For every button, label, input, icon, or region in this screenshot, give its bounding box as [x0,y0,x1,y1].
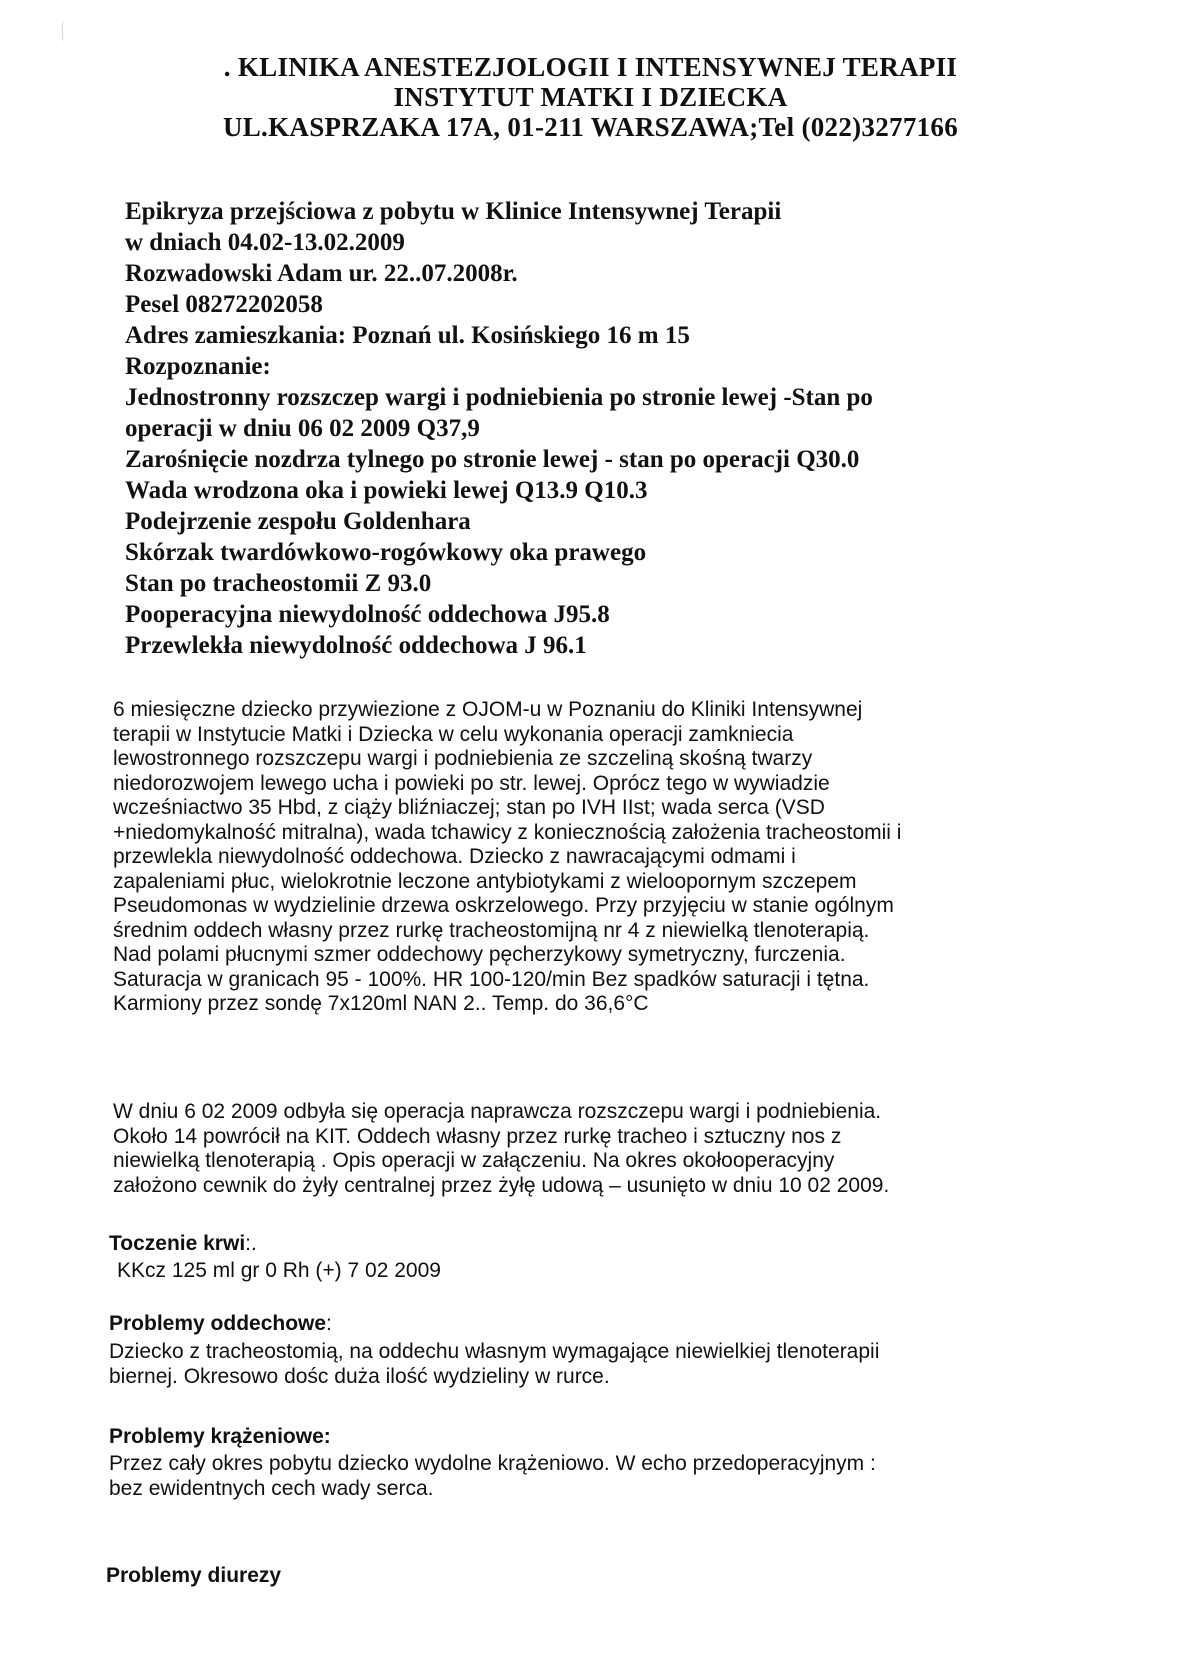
clinic-name: . KLINIKA ANESTEZJOLOGII I INTENSYWNEJ TERAPII [223,52,958,82]
operation-line: W dniu 6 02 2009 odbyła się operacja naprawcza rozszczepu wargi i podniebienia. [113,1100,882,1123]
transfusion-detail [117,1259,1137,1284]
history-line: +niedomykalność mitralna), wada tchawicy z koniecznością założenia tracheostomii i [113,820,902,844]
history-line: wcześniactwo 35 Hbd, z ciąży bliźniaczej; stan po IVH IIst; wada serca (VSD [113,796,825,819]
respiratory-title-punct: : [326,1312,332,1335]
respiratory-title [109,1312,332,1336]
history-line: Nad polami płucnymi szmer oddechowy pęcherzykowy symetryczny, furczenia. [113,943,846,966]
epicrisis-title: Epikryza przejściowa z pobytu w Klinice Intensywnej Terapii [125,198,782,225]
operation-line: Około 14 powrócił na KIT. Oddech własny przez rurkę tracheo i sztuczny nos z [113,1124,842,1148]
history-line: średnim oddech własny przez rurkę tracheostomijną nr 4 z niewielką tlenoterapią. [113,918,870,942]
transfusion-line: KKcz 125 ml gr 0 Rh (+) 7 02 2009 [117,1259,441,1282]
patient-pesel: Pesel 08272202058 [125,291,323,318]
history-line: lewostronnego rozszczepu wargi i podniebienia ze szczeliną skośną twarzy [113,747,813,770]
circulatory-line: bez ewidentnych cech wady serca. [109,1476,434,1500]
diagnosis-line: Stan po tracheostomii Z 93.0 [125,570,432,597]
stay-dates: w dniach 04.02-13.02.2009 [125,229,405,256]
history-line: 6 miesięczne dziecko przywiezione z OJOM-u w Poznaniu do Kliniki Intensywnej [113,698,863,721]
diagnosis-line: Podejrzenie zespołu Goldenhara [125,508,471,535]
diagnosis-line: Pooperacyjna niewydolność oddechowa J95.8 [125,601,610,628]
circulatory-title: Problemy krążeniowe: [109,1425,331,1448]
operation-line: założono cewnik do żyły centralnej przez żyłę udową – usunięto w dniu 10 02 2009. [113,1173,890,1197]
history-line: terapii w Instytucie Matki i Dziecka w celu wykonania operacji zamkniecia [113,722,794,746]
diagnosis-line: Jednostronny rozszczep wargi i podniebienia po stronie lewej -Stan po [125,384,873,411]
history-line: Pseudomonas w wydzielinie drzewa oskrzelowego. Przy przyjęciu w stanie ogólnym [113,894,894,917]
history-line: zapaleniami płuc, wielokrotnie leczone antybiotykami z wieloopornym szczepem [113,869,857,893]
operation-paragraph [113,1100,1133,1198]
history-line: Karmiony przez sondę 7x120ml NAN 2.. Temp. do 36,6°C [113,992,649,1015]
diagnosis-line: Skórzak twardówkowo-rogówkowy oka prawego [125,539,647,566]
transfusion-title-bold: Toczenie krwi [109,1232,246,1255]
institute-name: INSTYTUT MATKI I DZIECKA [393,82,788,112]
operation-line: niewielką tlenoterapią . Opis operacji w załączeniu. Na okres okołooperacyjny [113,1149,835,1172]
patient-name: Rozwadowski Adam ur. 22..07.2008r. [125,260,518,287]
respiratory-line: Dziecko z tracheostomią, na oddechu własnym wymagające niewielkiej tlenoterapii [109,1340,880,1363]
diagnosis-line: operacji w dniu 06 02 2009 Q37,9 [125,415,480,442]
patient-address: Adres zamieszkania: Poznań ul. Kosińskiego 16 m 15 [125,322,690,349]
diuresis-title: Problemy diurezy [106,1564,282,1587]
history-line: niedorozwojem lewego ucha i powieki po str. lewej. Oprócz tego w wywiadzie [113,771,830,795]
diagnosis-line: Przewlekła niewydolność oddechowa J 96.1 [125,632,587,659]
respiratory-title-bold: Problemy oddechowe [109,1312,327,1335]
transfusion-title [109,1232,257,1256]
circulatory-line: Przez cały okres pobytu dziecko wydolne krążeniowo. W echo przedoperacyjnym : [109,1452,876,1475]
circulatory-paragraph [109,1452,1129,1501]
diagnosis-heading: Rozpoznanie: [125,353,271,380]
history-line: Saturacja w granicach 95 - 100%. HR 100-120/min Bez spadków saturacji i tętna. [113,967,870,991]
transfusion-title-punct: :. [245,1232,257,1255]
scan-mark [62,20,71,42]
respiratory-paragraph [109,1340,1129,1389]
diagnosis-line: Zarośnięcie nozdrza tylnego po stronie lewej - stan po operacji Q30.0 [125,446,860,473]
respiratory-line: biernej. Okresowo dośc duża ilość wydzieliny w rurce. [109,1364,610,1388]
diagnosis-line: Wada wrodzona oka i powieki lewej Q13.9 Q10.3 [125,477,648,504]
clinic-address: UL.KASPRZAKA 17A, 01-211 WARSZAWA;Tel (022)3277166 [222,112,959,142]
history-paragraph [113,698,1133,1017]
history-line: przewlekla niewydolność oddechowa. Dziecko z nawracającymi odmami i [113,845,796,868]
